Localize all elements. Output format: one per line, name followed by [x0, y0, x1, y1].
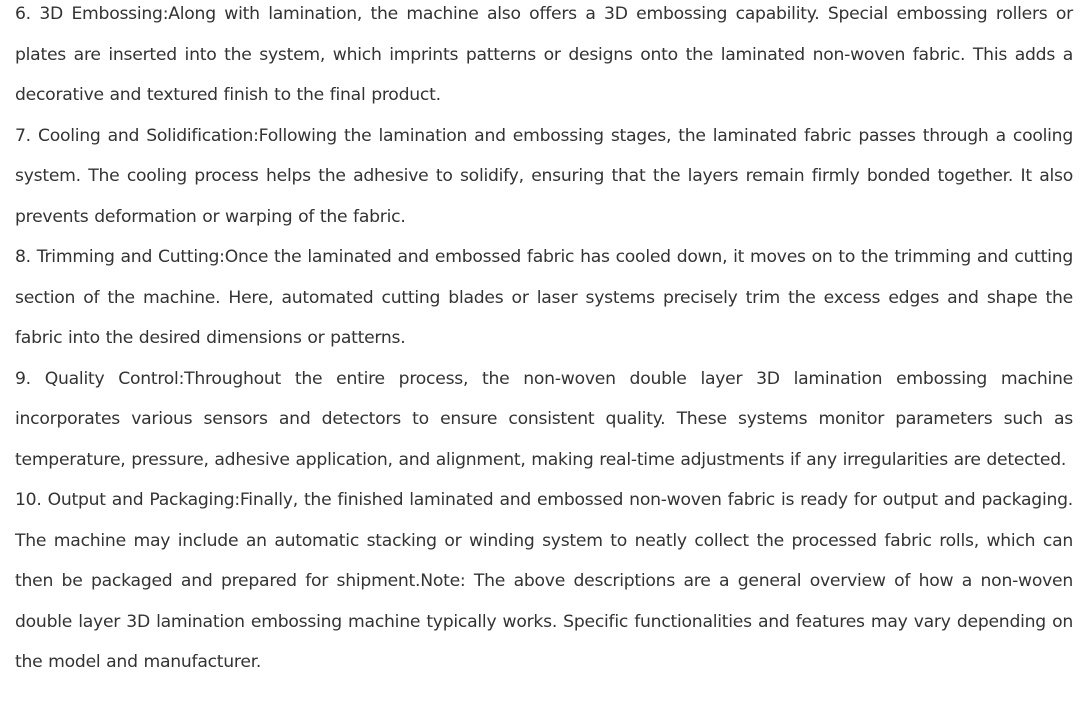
paragraph-quality-control: 9. Quality Control:Throughout the entire process, the non-woven double layer 3D lamination embossing machine incorporates various sensors and detectors to ensure consistent quality. These systems monitor parameters such as temperature, pressure, adhesive application, and alignment, making real-time adjustments if any irregularities are detected.	[15, 368, 1073, 470]
paragraph-3d-embossing: 6. 3D Embossing:Along with lamination, the machine also offers a 3D embossing capability. Special embossing rollers or plates are inserted into the system, which imprints patterns or designs onto the laminated non-woven fabric. This adds a decorative and textured finish to the final product.	[15, 4, 1073, 105]
paragraph-trimming-cutting: 8. Trimming and Cutting:Once the laminated and embossed fabric has cooled down, it moves on to the trimming and cutting section of the machine. Here, automated cutting blades or laser systems precisely trim the excess edges and shape the fabric into the desired dimensions or patterns.	[15, 247, 1073, 348]
paragraph-output-packaging: 10. Output and Packaging:Finally, the finished laminated and embossed non-woven fabric is ready for output and packaging. The machine may include an automatic stacking or winding system to neatly collect the processed fabric rolls, which can then be packaged and prepared for shipment.Note: The above descriptions are a general overview of how a non-woven double layer 3D lamination embossing machine typically works. Specific functionalities and features may vary depending on the model and manufacturer.	[15, 490, 1073, 672]
paragraph-cooling-solidification: 7. Cooling and Solidification:Following the lamination and embossing stages, the laminated fabric passes through a cooling system. The cooling process helps the adhesive to solidify, ensuring that the layers remain firmly bonded together. It also prevents deformation or warping of the fabric.	[15, 125, 1073, 227]
